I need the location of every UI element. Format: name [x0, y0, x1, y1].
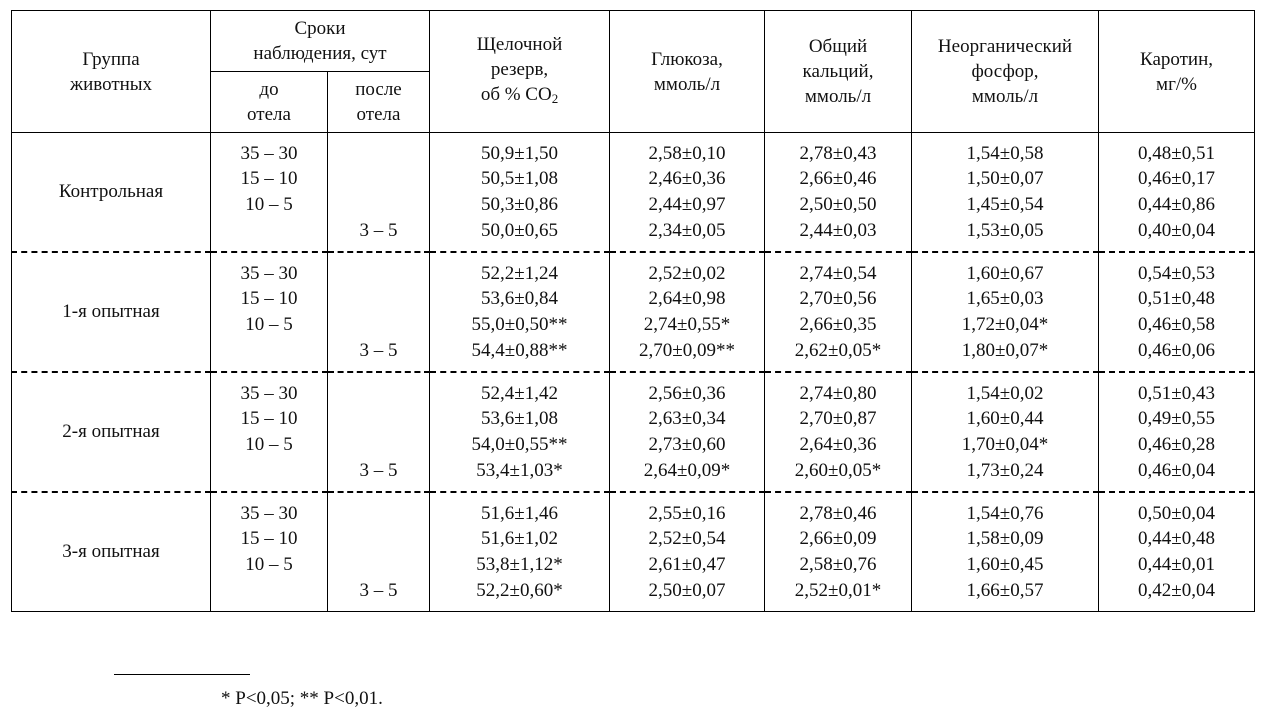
- table-row: [12, 372, 1255, 492]
- cell-calcium: [765, 252, 912, 372]
- carotene-value: 0,49±0,55: [1138, 408, 1215, 430]
- calcium-value: 2,66±0,35: [799, 314, 877, 335]
- after-value: 3 – 5: [359, 219, 398, 241]
- cell-calcium: [765, 492, 912, 612]
- after-value: 3 – 5: [359, 579, 398, 601]
- table-row: [12, 492, 1255, 612]
- after-value: [328, 286, 429, 312]
- carotene-value: 0,40±0,04: [1138, 219, 1215, 241]
- carotene-value: 0,46±0,58: [1138, 314, 1215, 335]
- calcium-value: 2,66±0,46: [799, 168, 877, 190]
- glucose-value: 2,64±0,09*: [643, 459, 731, 481]
- phosphorus-value: 1,58±0,09: [966, 528, 1044, 550]
- header-glucose: Глюкоза, ммоль/л: [610, 11, 765, 133]
- before-value: [211, 338, 327, 364]
- phosphorus-value: 1,54±0,58: [966, 142, 1044, 164]
- after-value: [328, 501, 429, 527]
- reserve-value: 50,3±0,86: [481, 194, 558, 215]
- cell-after: [328, 492, 430, 612]
- calcium-value: 2,62±0,05*: [794, 339, 882, 361]
- phosphorus-value: 1,54±0,76: [966, 502, 1044, 524]
- carotene-value: 0,51±0,48: [1138, 288, 1215, 310]
- glucose-value: 2,64±0,98: [648, 288, 726, 310]
- before-value: 35 – 30: [240, 382, 298, 404]
- glucose-value: 2,58±0,10: [648, 142, 726, 164]
- calcium-value: 2,78±0,43: [799, 142, 877, 164]
- carotene-value: 0,51±0,43: [1138, 382, 1215, 404]
- carotene-value: 0,44±0,86: [1138, 194, 1215, 215]
- reserve-value: 54,0±0,55**: [471, 434, 568, 455]
- calcium-value: 2,44±0,03: [799, 219, 877, 241]
- calcium-value: 2,52±0,01*: [794, 579, 882, 601]
- footnote: * P<0,05; ** P<0,01.: [221, 688, 383, 709]
- header-period: Сроки наблюдения, сут: [211, 11, 430, 72]
- cell-before: [211, 492, 328, 612]
- reserve-value: 51,6±1,02: [481, 528, 558, 550]
- cell-reserve: [430, 492, 610, 612]
- reserve-value: 52,2±0,60*: [476, 579, 563, 601]
- reserve-value: 55,0±0,50**: [471, 314, 568, 335]
- after-value: 3 – 5: [359, 339, 398, 361]
- carotene-value: 0,42±0,04: [1138, 579, 1215, 601]
- phosphorus-value: 1,72±0,04*: [961, 314, 1049, 335]
- before-value: 15 – 10: [240, 288, 298, 310]
- before-value: 15 – 10: [240, 408, 298, 430]
- cell-carotene: [1099, 133, 1255, 253]
- carotene-value: 0,46±0,06: [1138, 339, 1215, 361]
- calcium-value: 2,50±0,50: [799, 194, 877, 215]
- carotene-value: 0,54±0,53: [1138, 262, 1215, 284]
- calcium-value: 2,78±0,46: [799, 502, 877, 524]
- reserve-value: 53,8±1,12*: [476, 554, 563, 575]
- group-name: 3-я опытная: [12, 492, 211, 612]
- header-reserve: Щелочной резерв, об % $CO_2$: [430, 11, 610, 133]
- cell-before: [211, 252, 328, 372]
- cell-glucose: [610, 252, 765, 372]
- calcium-value: 2,74±0,54: [799, 262, 877, 284]
- before-value: 35 – 30: [240, 262, 298, 284]
- before-value: [211, 218, 327, 244]
- cell-glucose: [610, 372, 765, 492]
- carotene-value: 0,46±0,04: [1138, 459, 1215, 481]
- cell-phosphorus: [912, 133, 1099, 253]
- phosphorus-value: 1,60±0,45: [966, 554, 1044, 575]
- glucose-value: 2,55±0,16: [648, 502, 726, 524]
- table-body: [12, 133, 1255, 612]
- table-row: [12, 252, 1255, 372]
- calcium-value: 2,60±0,05*: [794, 459, 882, 481]
- phosphorus-value: 1,54±0,02: [966, 382, 1044, 404]
- carotene-value: 0,50±0,04: [1138, 502, 1215, 524]
- results-table: [11, 10, 1255, 612]
- header-after-calving: после отела: [328, 72, 430, 133]
- table-row: [12, 133, 1255, 253]
- header-group: Группа животных: [12, 11, 211, 133]
- reserve-value: 52,4±1,42: [481, 382, 558, 404]
- phosphorus-value: 1,53±0,05: [966, 219, 1044, 241]
- carotene-value: 0,44±0,01: [1138, 554, 1215, 575]
- phosphorus-value: 1,66±0,57: [966, 579, 1044, 601]
- glucose-value: 2,44±0,97: [648, 194, 726, 215]
- carotene-value: 0,44±0,48: [1138, 528, 1215, 550]
- reserve-value: 53,6±1,08: [481, 408, 558, 430]
- reserve-value: 51,6±1,46: [481, 502, 558, 524]
- reserve-value: 53,4±1,03*: [476, 459, 563, 481]
- glucose-value: 2,50±0,07: [648, 579, 726, 601]
- cell-phosphorus: [912, 492, 1099, 612]
- cell-carotene: [1099, 372, 1255, 492]
- before-value: 10 – 5: [245, 194, 293, 215]
- cell-reserve: [430, 133, 610, 253]
- carotene-value: 0,48±0,51: [1138, 142, 1215, 164]
- before-value: [211, 458, 327, 484]
- before-value: 15 – 10: [240, 528, 298, 550]
- glucose-value: 2,73±0,60: [648, 434, 726, 455]
- before-value: 35 – 30: [240, 502, 298, 524]
- phosphorus-value: 1,60±0,44: [966, 408, 1044, 430]
- after-value: [328, 312, 429, 338]
- after-value: [328, 192, 429, 218]
- cell-calcium: [765, 133, 912, 253]
- header-carotene: Каротин, мг/%: [1099, 11, 1255, 133]
- after-value: [328, 141, 429, 167]
- glucose-value: 2,56±0,36: [648, 382, 726, 404]
- reserve-value: 50,5±1,08: [481, 168, 558, 190]
- cell-glucose: [610, 133, 765, 253]
- glucose-value: 2,52±0,02: [648, 262, 726, 284]
- carotene-value: 0,46±0,17: [1138, 168, 1215, 190]
- reserve-value: 53,6±0,84: [481, 288, 558, 310]
- cell-after: [328, 252, 430, 372]
- cell-before: [211, 372, 328, 492]
- glucose-value: 2,34±0,05: [648, 219, 726, 241]
- calcium-value: 2,64±0,36: [799, 434, 877, 455]
- before-value: 10 – 5: [245, 554, 293, 575]
- cell-carotene: [1099, 492, 1255, 612]
- cell-calcium: [765, 372, 912, 492]
- cell-after: [328, 133, 430, 253]
- reserve-value: 50,0±0,65: [481, 219, 558, 241]
- after-value: [328, 432, 429, 458]
- group-name: 1-я опытная: [12, 252, 211, 372]
- header-before-calving: до отела: [211, 72, 328, 133]
- calcium-value: 2,70±0,56: [799, 288, 877, 310]
- after-value: [328, 381, 429, 407]
- carotene-value: 0,46±0,28: [1138, 434, 1215, 455]
- group-name: Контрольная: [12, 133, 211, 253]
- after-value: [328, 526, 429, 552]
- cell-glucose: [610, 492, 765, 612]
- cell-reserve: [430, 252, 610, 372]
- cell-phosphorus: [912, 252, 1099, 372]
- after-value: [328, 406, 429, 432]
- header-phosphorus: Неорганический фосфор, ммоль/л: [912, 11, 1099, 133]
- before-value: 35 – 30: [240, 142, 298, 164]
- phosphorus-value: 1,65±0,03: [966, 288, 1044, 310]
- after-value: [328, 166, 429, 192]
- reserve-value: 52,2±1,24: [481, 262, 558, 284]
- after-value: [328, 552, 429, 578]
- calcium-value: 2,70±0,87: [799, 408, 877, 430]
- glucose-value: 2,74±0,55*: [643, 314, 731, 335]
- before-value: 10 – 5: [245, 434, 293, 455]
- cell-after: [328, 372, 430, 492]
- cell-reserve: [430, 372, 610, 492]
- before-value: [211, 578, 327, 604]
- before-value: 10 – 5: [245, 314, 293, 335]
- calcium-value: 2,66±0,09: [799, 528, 877, 550]
- cell-carotene: [1099, 252, 1255, 372]
- phosphorus-value: 1,50±0,07: [966, 168, 1044, 190]
- cell-phosphorus: [912, 372, 1099, 492]
- header-calcium: Общий кальций, ммоль/л: [765, 11, 912, 133]
- calcium-value: 2,74±0,80: [799, 382, 877, 404]
- calcium-value: 2,58±0,76: [799, 554, 877, 575]
- phosphorus-value: 1,80±0,07*: [961, 339, 1049, 361]
- cell-before: [211, 133, 328, 253]
- after-value: [328, 261, 429, 287]
- phosphorus-value: 1,70±0,04*: [961, 434, 1049, 455]
- after-value: 3 – 5: [359, 459, 398, 481]
- glucose-value: 2,46±0,36: [648, 168, 726, 190]
- before-value: 15 – 10: [240, 168, 298, 190]
- phosphorus-value: 1,60±0,67: [966, 262, 1044, 284]
- phosphorus-value: 1,73±0,24: [966, 459, 1044, 481]
- reserve-value: 54,4±0,88**: [471, 339, 568, 361]
- reserve-value: 50,9±1,50: [481, 142, 558, 164]
- phosphorus-value: 1,45±0,54: [966, 194, 1044, 215]
- group-name: 2-я опытная: [12, 372, 211, 492]
- glucose-value: 2,70±0,09**: [639, 339, 735, 361]
- footnote-rule: [114, 674, 250, 675]
- glucose-value: 2,63±0,34: [648, 408, 726, 430]
- glucose-value: 2,52±0,54: [648, 528, 726, 550]
- glucose-value: 2,61±0,47: [648, 554, 726, 575]
